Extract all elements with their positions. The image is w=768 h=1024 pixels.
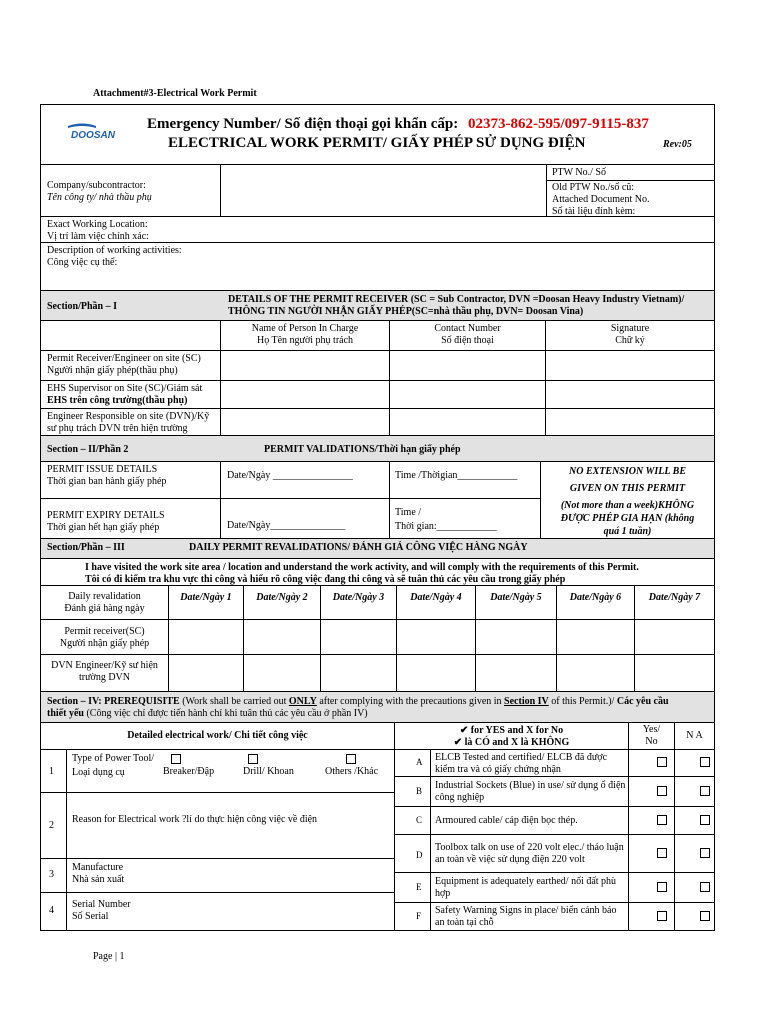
drill-option: Drill/ Khoan — [243, 766, 294, 777]
manufacture-label: Manufacture Nhà sản xuất — [72, 862, 125, 885]
permit-receiver-row: Permit receiver(SC) Người nhận giấy phép — [59, 626, 150, 649]
day-6-header: Date/Ngày 6 — [569, 592, 622, 603]
c-yes-checkbox[interactable] — [657, 815, 667, 825]
power-tool-label: Type of Power Tool/ Loại dụng cụ — [72, 753, 155, 778]
section1-title: DETAILS OF THE PERMIT RECEIVER (SC = Sub Contractor, DVN =Doosan Heavy Industry Vietnam)/ THÔNG TIN NGƯỜI NHẬN GIẤY PHÉP(SC=nhà thầu phụ, DVN= Doosan Vina) — [228, 294, 685, 317]
yes-no-header: Yes/ No — [642, 724, 661, 747]
warning-signs-label: Safety Warning Signs in place/ biển cảnh báo an toàn tại chỗ — [435, 905, 617, 928]
row-letter-e: E — [416, 882, 422, 892]
row-letter-c: C — [416, 815, 423, 825]
dvn-engineer-row: DVN Engineer/Kỹ sư hiện trường DVN — [51, 660, 158, 683]
col-name-header: Name of Person In Charge Họ Tên người phụ trách — [251, 323, 359, 346]
page-number: Page | 1 — [93, 951, 125, 962]
attached-doc: Attached Document No. Số tài liệu đính kèm: — [552, 194, 650, 217]
issue-time-field[interactable]: Time /Thờigian____________ — [395, 470, 518, 481]
description-label: Description of working activities: Công việc cụ thể: — [47, 245, 182, 268]
f-na-checkbox[interactable] — [700, 911, 710, 921]
b-na-checkbox[interactable] — [700, 786, 710, 796]
e-yes-checkbox[interactable] — [657, 882, 667, 892]
emergency-line — [147, 115, 649, 133]
cable-label: Armoured cable/ cáp điện bọc thép. — [435, 815, 578, 826]
engineer-row-label: Engineer Responsible on site (DVN)/Kỹ sư phụ trách DVN trên hiện trường — [47, 411, 210, 434]
ehs-row-label: EHS Supervisor on Site (SC)/Giám sát EHS trên công trường(thầu phụ) — [47, 383, 203, 406]
day-7-header: Date/Ngày 7 — [648, 592, 701, 603]
day-2-header: Date/Ngày 2 — [256, 592, 308, 603]
issue-date-field[interactable]: Date/Ngày ________________ — [227, 470, 353, 481]
section3-label: Section/Phần – III — [47, 542, 125, 553]
section1-label: Section/Phần – I — [47, 301, 118, 312]
no-extension-note: NO EXTENSION WILL BE GIVEN ON THIS PERMIT (Not more than a week)KHÔNG ĐƯỢC PHÉP GIA HẠN (không quá 1 tuần) — [560, 466, 695, 537]
row-letter-a: A — [416, 757, 423, 767]
na-header: N A — [686, 730, 703, 741]
location-label: Exact Working Location: Vị trí làm việc chính xác: — [47, 219, 149, 242]
c-na-checkbox[interactable] — [700, 815, 710, 825]
b-yes-checkbox[interactable] — [657, 786, 667, 796]
company-label: Company/subcontractor: Tên công ty/ nhà thầu phụ — [47, 180, 152, 203]
daily-revalidation-label: Daily revalidation Đánh giá hàng ngày — [64, 591, 145, 614]
toolbox-label: Toolbox talk on use of 220 volt elec./ thảo luận an toàn về việc sử dụng điện 220 volt — [435, 842, 624, 865]
ptw-no: PTW No./ Số — [552, 167, 606, 178]
day-1-header: Date/Ngày 1 — [180, 592, 232, 603]
yes-no-legend: ✔ for YES and X for No ✔ là CÓ and X là KHÔNG — [453, 725, 570, 748]
d-yes-checkbox[interactable] — [657, 848, 667, 858]
breaker-option: Breaker/Đập — [163, 766, 215, 777]
a-yes-checkbox[interactable] — [657, 757, 667, 767]
row-letter-d: D — [416, 850, 423, 860]
detail-work-header: Detailed electrical work/ Chi tiết công việc — [127, 730, 308, 741]
a-na-checkbox[interactable] — [700, 757, 710, 767]
revalidation-statement: I have visited the work site area / location and understand the work activity, and will comply with the requirements of this Permit. Tôi có đi kiểm tra khu vực thi công và hiểu rõ công việc đang thi công và sẽ tuân thủ các yêu cầu trong giấy phép — [85, 562, 639, 585]
reason-label: Reason for Electrical work ?lí do thực hiện công việc về điện — [72, 814, 318, 825]
sockets-label: Industrial Sockets (Blue) in use/ sử dụng ổ điện công nghiệp — [435, 780, 626, 803]
day-5-header: Date/Ngày 5 — [490, 592, 542, 603]
row-letter-f: F — [416, 911, 422, 921]
frame-bottom — [40, 930, 715, 931]
row-num-2: 2 — [49, 820, 54, 831]
elcb-label: ELCB Tested and certified/ ELCB đã được kiểm tra và có giấy chứng nhận — [435, 752, 608, 775]
f-yes-checkbox[interactable] — [657, 911, 667, 921]
frame-top — [40, 104, 715, 105]
day-3-header: Date/Ngày 3 — [332, 592, 385, 603]
expiry-details-label: PERMIT EXPIRY DETAILS Thời gian hết hạn giấy phép — [47, 510, 165, 533]
earthed-label: Equipment is adequately earthed/ nối đất phù hợp — [435, 876, 617, 899]
section2-title: PERMIT VALIDATIONS/Thời hạn giấy phép — [264, 444, 461, 455]
e-na-checkbox[interactable] — [700, 882, 710, 892]
rev-number: Rev:05 — [663, 139, 692, 150]
row-num-4: 4 — [49, 905, 54, 916]
d-na-checkbox[interactable] — [700, 848, 710, 858]
attachment-title: Attachment#3-Electrical Work Permit — [93, 88, 257, 99]
emergency-label: Emergency Number/ Số điện thoại gọi khẩn cấp: — [147, 116, 459, 132]
doosan-logo — [60, 122, 125, 143]
row-letter-b: B — [416, 786, 423, 796]
col-contact-header: Contact Number Số điện thoại — [434, 323, 501, 346]
emergency-number: 02373-862-595/097-9115-837 — [468, 116, 649, 132]
breaker-checkbox[interactable] — [248, 754, 258, 764]
issue-details-label: PERMIT ISSUE DETAILS Thời gian ban hành giấy phép — [47, 464, 167, 487]
row-num-3: 3 — [49, 869, 54, 880]
day-4-header: Date/Ngày 4 — [410, 592, 462, 603]
drill-checkbox[interactable] — [346, 754, 356, 764]
expiry-time-field[interactable]: Time / Thời gian:____________ — [395, 507, 497, 532]
expiry-date-field[interactable]: Date/Ngày_______________ — [227, 520, 346, 531]
section3-title: DAILY PERMIT REVALIDATIONS/ ĐÁNH GIÁ CÔNG VIỆC HÀNG NGÀY — [189, 542, 528, 553]
row-num-1: 1 — [49, 766, 54, 777]
section4-header: Section – IV: PREREQUISITE (Work shall be carried out ONLY after complying with the precautions given in Section IV of this Permit.)/ Các yêu cầu thiết yếu (Công việc chỉ được tiến hành chỉ khi tuân thủ các yêu cầu ở phần IV) — [47, 696, 669, 719]
receiver-row-label: Permit Receiver/Engineer on site (SC) Người nhận giấy phép(thầu phụ) — [47, 353, 201, 376]
section2-label: Section – II/Phần 2 — [47, 444, 129, 455]
others-option: Others /Khác — [325, 766, 379, 777]
permit-title: ELECTRICAL WORK PERMIT/ GIẤY PHÉP SỬ DỤNG ĐIỆN — [168, 135, 586, 151]
old-ptw-no: Old PTW No./số cũ: — [552, 182, 635, 193]
power-tool-checkbox[interactable] — [171, 754, 181, 764]
serial-label: Serial Number Số Serial — [72, 899, 131, 922]
frame-left — [40, 104, 41, 931]
logo-text: DOOSAN — [71, 130, 115, 141]
col-signature-header: Signature Chữ ký — [610, 323, 650, 346]
